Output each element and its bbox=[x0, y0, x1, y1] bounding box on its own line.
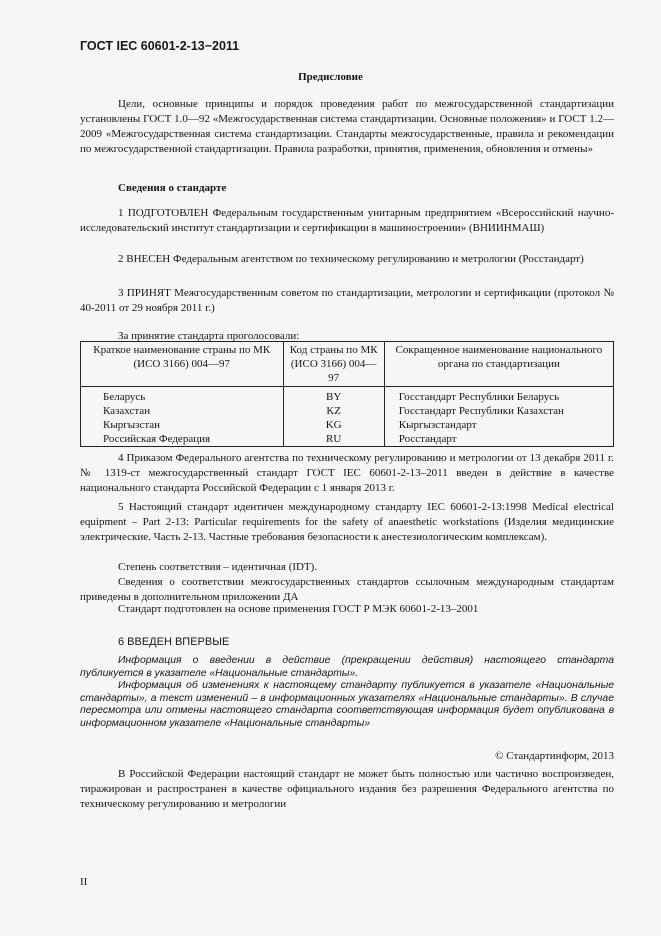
table-cell-body: Росстандарт bbox=[384, 432, 613, 447]
italic-note-1: Информация о введении в действие (прекращении действия) настоящего стандарта публикуется в указателе «Национальные стандарты». bbox=[80, 655, 614, 679]
item-5-info: Сведения о соответствии межгосударственных стандартов ссылочным международным стандартам приведены в дополнительном приложении ДА bbox=[80, 576, 614, 603]
item-2-paragraph: 2 ВНЕСЕН Федеральным агентством по техническому регулированию и метрологии (Росстандарт) bbox=[118, 253, 584, 265]
copyright-notice: © Стандартинформ, 2013 bbox=[495, 750, 614, 762]
item-5-degree: Степень соответствия – идентичная (IDT). bbox=[118, 561, 318, 573]
table-cell-country: Беларусь bbox=[81, 387, 284, 405]
item-6-heading: 6 ВВЕДЕН ВПЕРВЫЕ bbox=[118, 636, 230, 648]
table-cell-country: Российская Федерация bbox=[81, 432, 284, 447]
item-5-basis: Стандарт подготовлен на основе применения ГОСТ Р МЭК 60601-2-13–2001 bbox=[118, 603, 479, 615]
table-row bbox=[81, 418, 614, 432]
table-cell-code: KG bbox=[283, 418, 384, 432]
page-title: Предисловие bbox=[298, 71, 363, 83]
table-header-country: Краткое наименование страны по МК (ИСО 3166) 004—97 bbox=[81, 342, 284, 387]
item-5-paragraph: 5 Настоящий стандарт идентичен международному стандарту IEC 60601-2-13:1998 Medical electrical equipment – Part 2-13: Particular requirements for the safety of anaesthetic workstations (Изделия медицинские электрические. Часть 2-13. Частные требования безопасности к анестезиологическим комплексам). bbox=[80, 501, 614, 543]
table-row bbox=[81, 387, 614, 405]
table-cell-body: Госстандарт Республики Казахстан bbox=[384, 404, 613, 418]
table-cell-country: Казахстан bbox=[81, 404, 284, 418]
document-header: ГОСТ IEC 60601-2-13−2011 bbox=[80, 39, 240, 53]
item-4-paragraph: 4 Приказом Федерального агентства по техническому регулированию и метрологии от 13 декабря 2011 г. № 1319-ст межгосударственный стандарт ГОСТ IEC 60601-2-13–2011 введен в действие в качестве национального стандарта Российской Федерации с 1 января 2013 г. bbox=[80, 452, 614, 494]
item-3-paragraph: 3 ПРИНЯТ Межгосударственным советом по стандартизации, метрологии и сертификации (протокол № 40-2011 от 29 ноября 2011 г.) bbox=[80, 287, 614, 314]
table-header-body: Сокращенное наименование национального органа по стандартизации bbox=[384, 342, 613, 387]
final-paragraph: В Российской Федерации настоящий стандарт не может быть полностью или частично воспроизведен, тиражирован и распространен в качестве официального издания без разрешения Федерального агентства по техническому регулированию и метрологии bbox=[80, 768, 614, 810]
table-header-code: Код страны по МК (ИСО 3166) 004—97 bbox=[283, 342, 384, 387]
intro-paragraph: Цели, основные принципы и порядок проведения работ по межгосударственной стандартизации установлены ГОСТ 1.0—92 «Межгосударственная система стандартизации. Основные положения» и ГОСТ 1.2—2009 «Межгосударственная система стандартизации. Стандарты межгосударственные, правила и рекомендации по межгосударственной стандартизации. Правила разработки, принятия, применения, обновления и отмены» bbox=[80, 98, 614, 155]
table-row bbox=[81, 432, 614, 447]
table-row bbox=[81, 404, 614, 418]
italic-note-2: Информация об изменениях к настоящему стандарту публикуется в указателе «Национальные стандарты», а текст изменений – в информационных указателях «Национальные стандарты». В случае пересмотра или отмены настоящего стандарта соответствующая информация будет опубликована в информационном указателе «Национальные стандарты» bbox=[80, 680, 614, 729]
table-cell-body: Кыргызстандарт bbox=[384, 418, 613, 432]
voting-table bbox=[80, 341, 614, 447]
table-cell-code: RU bbox=[283, 432, 384, 447]
table-cell-body: Госстандарт Республики Беларусь bbox=[384, 387, 613, 405]
page-number: II bbox=[80, 876, 88, 888]
table-cell-country: Кыргызстан bbox=[81, 418, 284, 432]
table-caption: За принятие стандарта проголосовали: bbox=[118, 330, 300, 342]
item-1-paragraph: 1 ПОДГОТОВЛЕН Федеральным государственным унитарным предприятием «Всероссийский научно-исследовательский институт стандартизации и сертификации в машиностроении» (ВНИИНМАШ) bbox=[80, 207, 614, 234]
table-cell-code: KZ bbox=[283, 404, 384, 418]
section-subheading: Сведения о стандарте bbox=[118, 182, 227, 194]
table-cell-code: BY bbox=[283, 387, 384, 405]
